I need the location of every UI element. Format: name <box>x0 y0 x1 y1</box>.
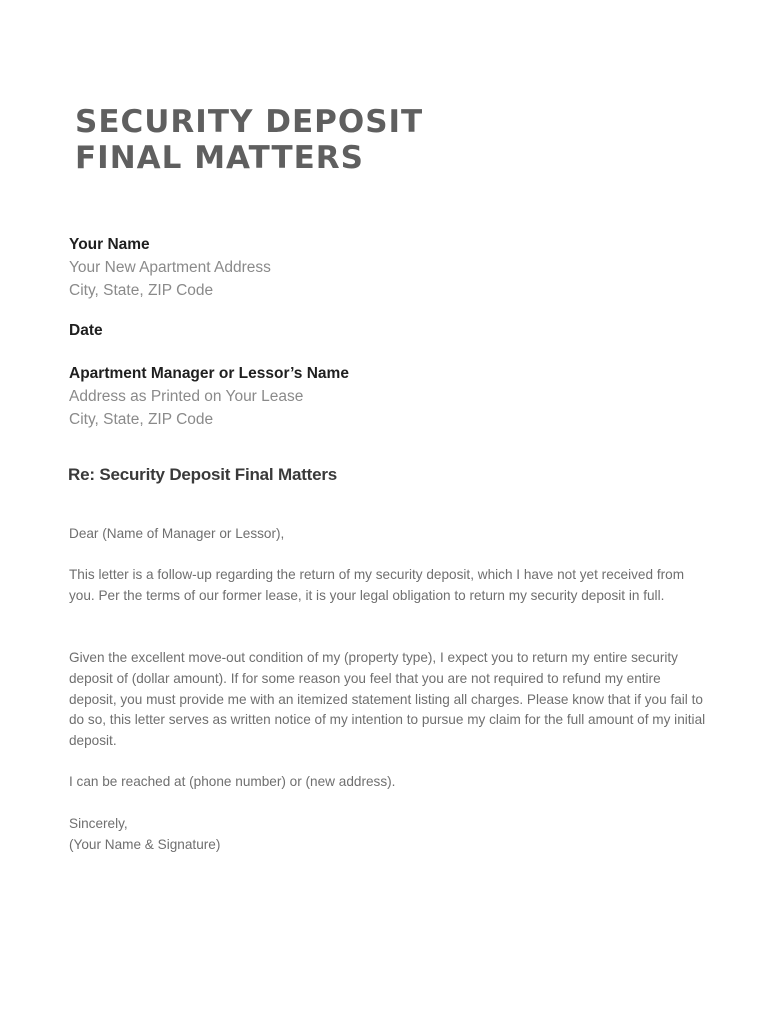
signature-placeholder: (Your Name & Signature) <box>69 836 221 852</box>
title-line-2: FINAL MATTERS <box>75 140 365 176</box>
closing-block <box>69 814 709 856</box>
closing-word: Sincerely, <box>69 816 128 831</box>
salutation: Dear (Name of Manager or Lessor), <box>69 526 285 541</box>
recipient-name: Apartment Manager or Lessor’s Name <box>69 365 349 382</box>
sender-address: Your New Apartment Address <box>69 259 271 276</box>
body-paragraph-3: I can be reached at (phone number) or (new address). <box>69 774 396 789</box>
sender-block <box>69 233 271 302</box>
recipient-block <box>69 362 349 431</box>
subject-line: Re: Security Deposit Final Matters <box>68 465 338 484</box>
document-title <box>75 104 423 176</box>
sender-city-state-zip: City, State, ZIP Code <box>69 282 214 299</box>
title-line-1: SECURITY DEPOSIT <box>75 104 424 140</box>
body-paragraph-1: This letter is a follow-up regarding the return of my security deposit, which I have not yet received from you. Per the terms of our former lease, it is your legal obligation to return my security deposit in full. <box>69 567 685 603</box>
date-block <box>69 319 103 342</box>
body-paragraph-2: Given the excellent move-out condition of my (property type), I expect you to return my entire security deposit of (dollar amount). If for some reason you feel that you are not required to refund my entire deposit, you must provide me with an itemized statement listing all charges. Please know that if you fail to do so, this letter serves as written notice of my intention to pursue my claim for the full amount of my initial deposit. <box>69 650 706 749</box>
recipient-address: Address as Printed on Your Lease <box>69 388 304 405</box>
sender-name: Your Name <box>69 236 150 253</box>
recipient-city-state-zip: City, State, ZIP Code <box>69 411 214 428</box>
date-label: Date <box>69 322 103 339</box>
